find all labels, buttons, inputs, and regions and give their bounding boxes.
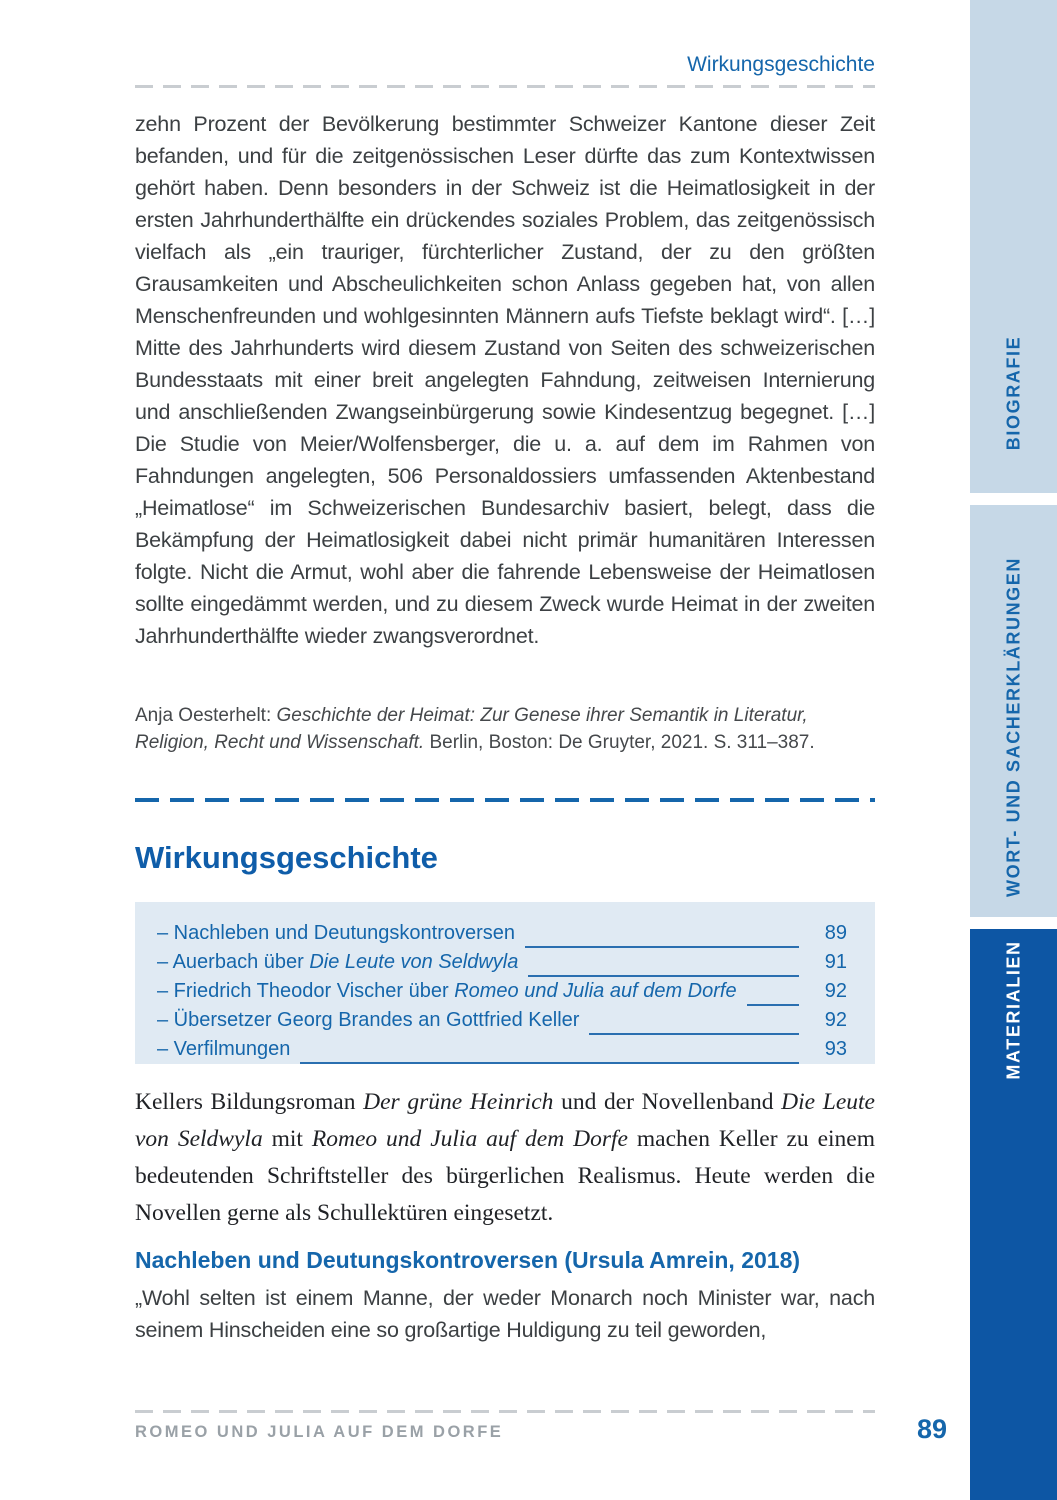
toc-page-number: 92 <box>824 1009 847 1031</box>
quote-block-heimat: zehn Prozent der Bevölkerung bestimmter Schweizer Kantone dieser Zeit befanden, und für die zeitgenössischen Leser dürfte das zum Kontextwissen gehört haben. Denn besonders in der Schweiz ist die Heimatlosigkeit in der ersten Jahrhunderthälfte ein drückendes soziales Problem, das zeitgenössisch vielfach als „ein trauriger, fürchterlicher Zustand, der zu den größten Grausamkeiten und Abscheulichkeiten schon Anlass gegeben hat, von allen Menschenfreunden und wohlgesinnten Männern aufs Tiefste beklagt wird“. […] Mitte des Jahrhunderts wird diesem Zustand von Seiten des schweizerischen Bundesstaats mit einer breit angelegten Fahndung, zeitweisen Internierung und anschließenden Zwangseinbürgerung sowie Kindesentzug begegnet. […] Die Studie von Meier/Wolfensberger, die u. a. auf dem im Rahmen von Fahndungen angelegten, 506 Personaldossiers umfassenden Aktenbestand „Heimatlose“ im Schweizerischen Bundesarchiv basiert, belegt, dass die Bekämpfung der Heimatlosigkeit dabei nicht primär humanitären Interessen folgte. Nicht die Armut, wohl aber die fahrende Lebensweise der Heimatlosen sollte eingedämmt werden, und zu diesem Zweck wurde Heimat in der zweiten Jahrhunderthälfte wieder zwangsverordnet. <box>135 112 875 648</box>
footer-divider <box>135 1410 875 1413</box>
subsection-heading: Nachleben und Deutungskontroversen (Ursula Amrein, 2018) <box>135 1247 801 1273</box>
toc-box <box>135 902 875 1064</box>
sidebar-tab-wort-und-sacherklaerungen[interactable] <box>970 505 1057 917</box>
toc-item-label: – Nachleben und Deutungskontroversen <box>157 922 516 944</box>
toc-leader-line <box>525 925 799 948</box>
toc-page-number: 93 <box>824 1038 847 1060</box>
toc-item[interactable] <box>157 948 847 977</box>
section-divider <box>135 798 875 802</box>
sidebar-tab-biografie[interactable] <box>970 0 1057 493</box>
header-divider <box>135 85 875 88</box>
toc-item-label: – Übersetzer Georg Brandes an Gottfried Keller <box>157 1009 580 1031</box>
toc-page-number: 91 <box>824 951 847 973</box>
toc-item[interactable] <box>157 919 847 948</box>
intro-paragraph: Kellers Bildungsroman Der grüne Heinrich und der Novellenband Die Leute von Seldwyla mit Romeo und Julia auf dem Dorfe machen Keller zu einem bedeutenden Schriftsteller des bürgerlichen Realismus. Heute werden die Novellen gerne als Schullektüren eingesetzt. <box>135 1089 875 1226</box>
sidebar-tab-label: MATERIALIEN <box>1003 940 1023 1080</box>
footer-page-number: 89 <box>916 1414 947 1444</box>
toc-item-label: – Friedrich Theodor Vischer über Romeo und Julia auf dem Dorfe <box>157 980 737 1002</box>
toc-item[interactable] <box>157 1006 847 1035</box>
toc-item[interactable] <box>157 977 847 1006</box>
toc-item[interactable] <box>157 1035 847 1064</box>
sidebar-tab-label: BIOGRAFIE <box>1003 335 1023 451</box>
section-heading: Wirkungsgeschichte <box>135 840 438 875</box>
source-citation: Anja Oesterhelt: Geschichte der Heimat: Zur Genese ihrer Semantik in Literatur, Religion, Recht und Wissenschaft. Berlin, Boston: De Gruyter, 2021. S. 311–387. <box>135 705 815 753</box>
sidebar-tab-label: WORT- UND SACHERKLÄRUNGEN <box>1003 557 1023 897</box>
running-header: Wirkungsgeschichte <box>687 53 875 76</box>
toc-leader-line <box>300 1041 799 1064</box>
toc-item-label: – Verfilmungen <box>157 1038 291 1060</box>
toc-page-number: 92 <box>824 980 847 1002</box>
footer-book-title: ROMEO UND JULIA AUF DEM DORFE <box>135 1423 504 1441</box>
toc-leader-line <box>589 1012 799 1035</box>
toc-item-label: – Auerbach über Die Leute von Seldwyla <box>157 951 519 973</box>
toc-page-number: 89 <box>824 922 847 944</box>
toc-leader-line <box>747 983 799 1006</box>
sidebar-tab-materialien[interactable] <box>970 929 1057 1500</box>
toc-leader-line <box>528 954 799 977</box>
quote-block-amrein: „Wohl selten ist einem Manne, der weder Monarch noch Minister war, nach seinem Hinscheiden eine so großartige Huldigung zu teil geworden, <box>135 1286 875 1342</box>
